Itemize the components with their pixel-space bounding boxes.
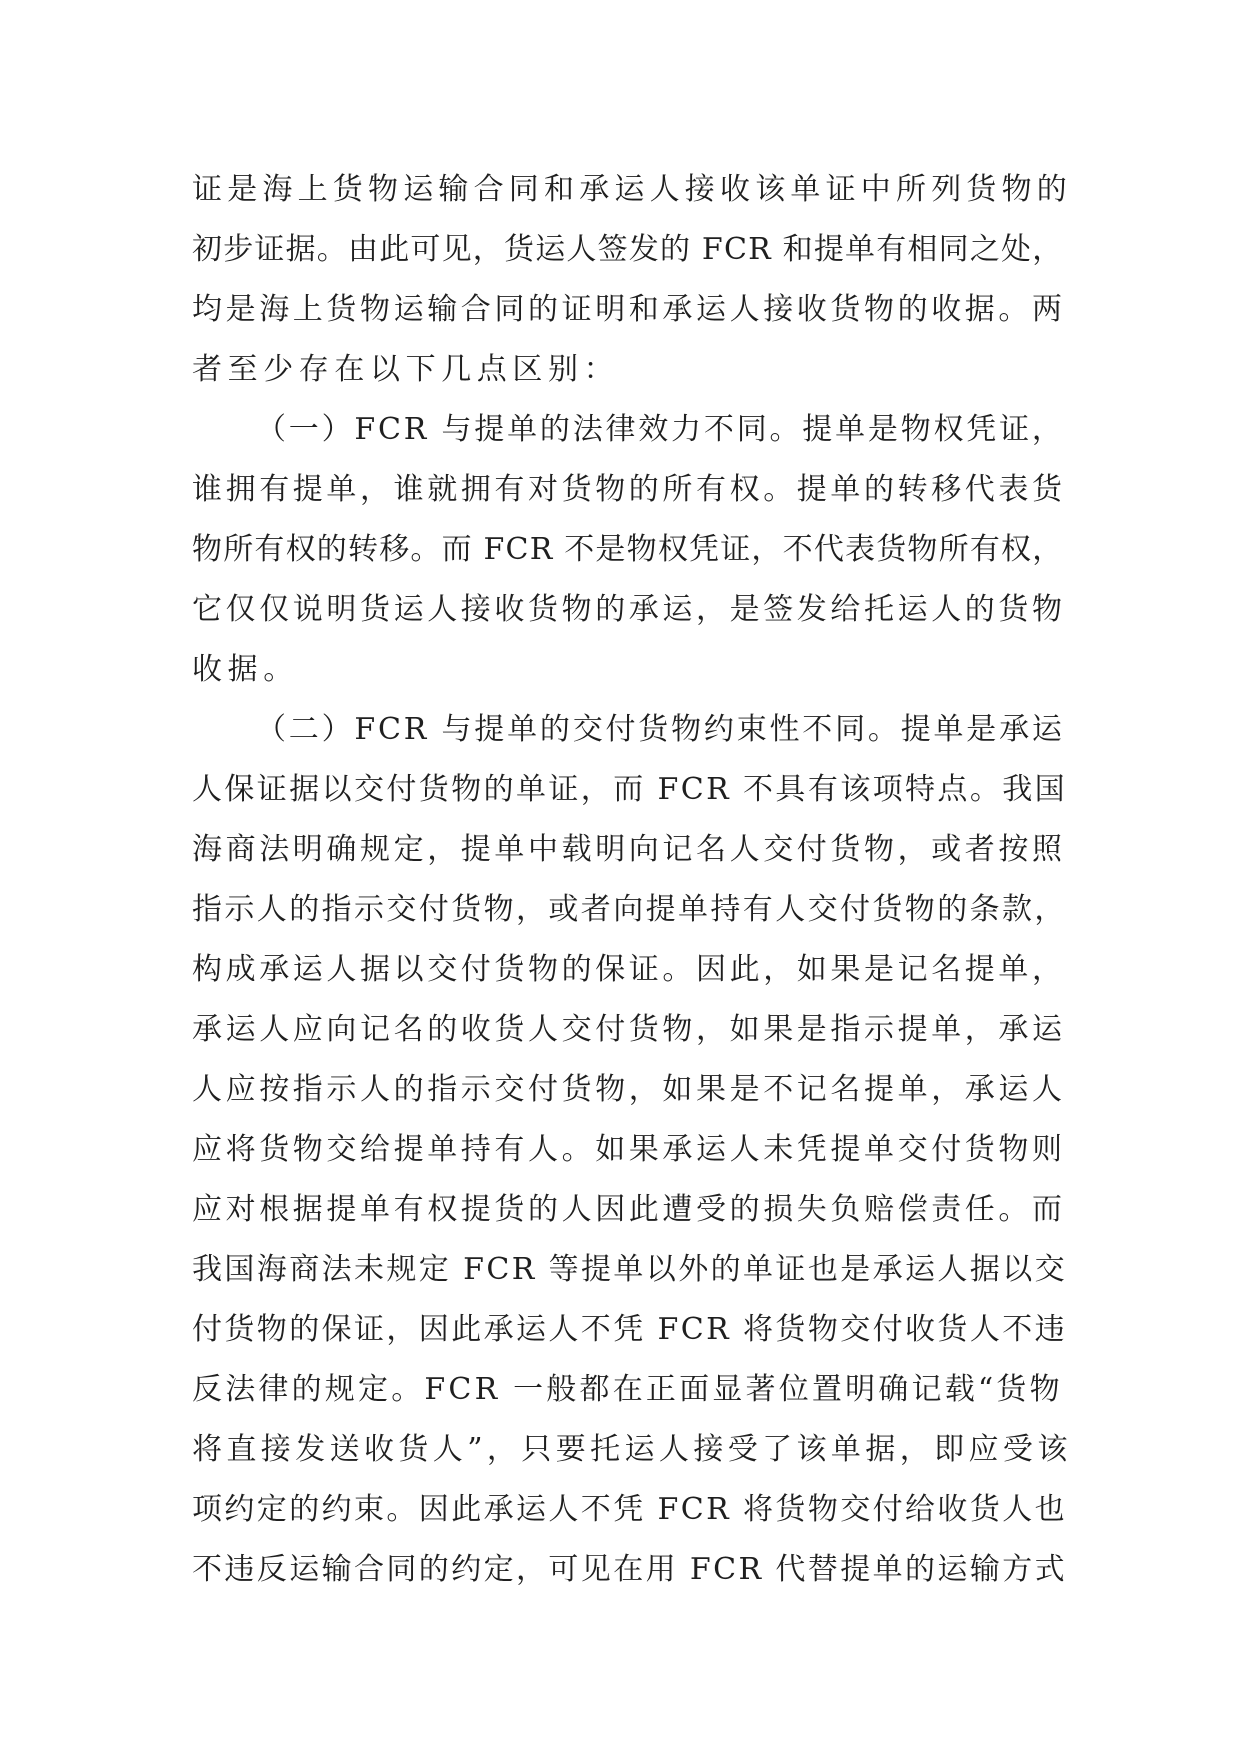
text-line: 付货物的保证，因此承运人不凭 FCR 将货物交付收货人不违 xyxy=(192,1312,1068,1347)
text-line: 不违反运输合同的约定，可见在用 FCR 代替提单的运输方式 xyxy=(192,1552,1068,1587)
text-line: （一）FCR 与提单的法律效力不同。提单是物权凭证， xyxy=(256,412,1065,447)
text-line: 项约定的约束。因此承运人不凭 FCR 将货物交付给收货人也 xyxy=(192,1492,1068,1527)
text-line: 应将货物交给提单持有人。如果承运人未凭提单交付货物则 xyxy=(192,1132,1066,1167)
text-line: 人应按指示人的指示交付货物，如果是不记名提单，承运人 xyxy=(192,1072,1066,1107)
text-line: 海商法明确规定，提单中载明向记名人交付货物，或者按照 xyxy=(192,832,1066,867)
text-line: 收据。 xyxy=(192,652,299,687)
text-line: 物所有权的转移。而 FCR 不是物权凭证，不代表货物所有权， xyxy=(192,532,1064,567)
document-body xyxy=(192,160,1072,1600)
text-line: 者至少存在以下几点区别： xyxy=(192,352,620,387)
text-line: 初步证据。由此可见，货运人签发的 FCR 和提单有相同之处， xyxy=(192,232,1064,267)
text-line: 证是海上货物运输合同和承运人接收该单证中所列货物的 xyxy=(192,172,1072,207)
text-line: 我国海商法未规定 FCR 等提单以外的单证也是承运人据以交 xyxy=(192,1252,1068,1287)
text-line: 均是海上货物运输合同的证明和承运人接收货物的收据。两 xyxy=(192,292,1066,327)
text-line: 构成承运人据以交付货物的保证。因此，如果是记名提单， xyxy=(192,952,1066,987)
text-line: （二）FCR 与提单的交付货物约束性不同。提单是承运 xyxy=(256,712,1065,747)
text-line: 应对根据提单有权提货的人因此遭受的损失负赔偿责任。而 xyxy=(192,1192,1066,1227)
text-line: 将直接发送收货人”，只要托运人接受了该单据，即应受该 xyxy=(192,1432,1072,1467)
text-line: 谁拥有提单，谁就拥有对货物的所有权。提单的转移代表货 xyxy=(192,472,1066,507)
text-line: 承运人应向记名的收货人交付货物，如果是指示提单，承运 xyxy=(192,1012,1066,1047)
text-line: 指示人的指示交付货物，或者向提单持有人交付货物的条款， xyxy=(192,892,1067,927)
text-line: 它仅仅说明货运人接收货物的承运，是签发给托运人的货物 xyxy=(192,592,1066,627)
text-line: 反法律的规定。FCR 一般都在正面显著位置明确记载“货物 xyxy=(192,1372,1063,1407)
text-line: 人保证据以交付货物的单证，而 FCR 不具有该项特点。我国 xyxy=(192,772,1068,807)
